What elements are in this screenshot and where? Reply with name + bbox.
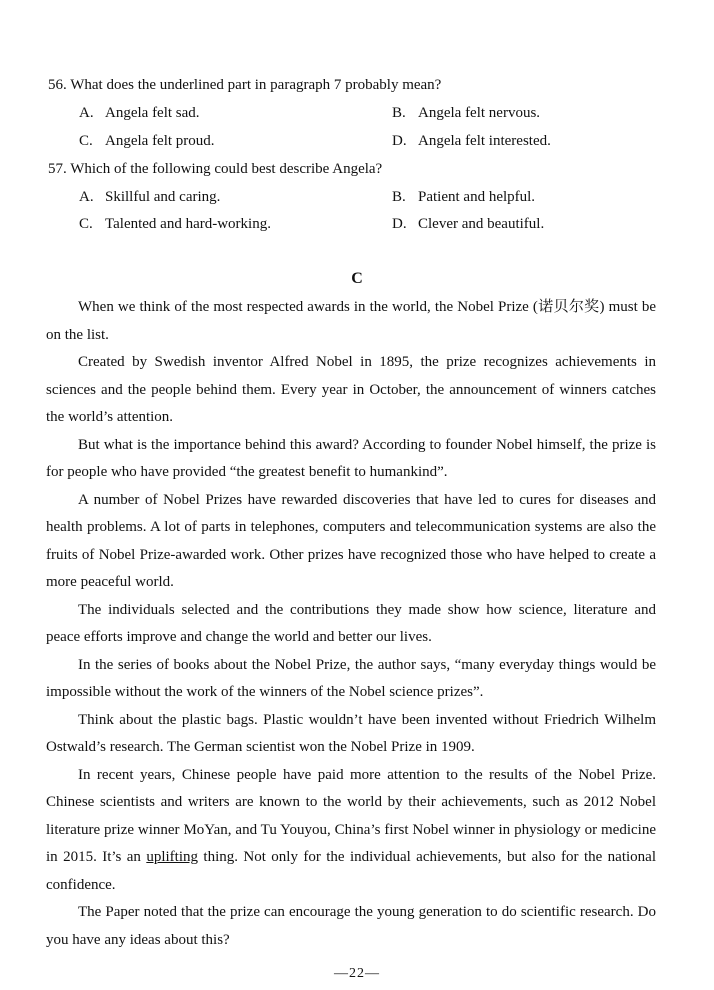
option-letter: A.	[79, 189, 94, 205]
paragraph-3: But what is the importance behind this award? According to founder Nobel himself, the prize is for people who have provided “the greatest benefit to humankind”.	[46, 436, 656, 480]
question-57-option-c[interactable]	[79, 214, 271, 234]
option-text: Skillful and caring.	[105, 189, 221, 205]
question-57-stem: 57. Which of the following could best describe Angela?	[48, 161, 383, 177]
underlined-word: uplifting	[146, 849, 198, 865]
question-56-option-a[interactable]	[79, 103, 200, 123]
paragraph-4: A number of Nobel Prizes have rewarded discoveries that have led to cures for diseases and health problems. A lot of parts in telephones, computers and telecommunication systems are also the fruits of Nobel Prize-awarded work. Other prizes have recognized those who have helped to create a more peaceful world.	[46, 491, 656, 590]
option-letter: D.	[392, 216, 407, 232]
question-56-option-d[interactable]	[392, 131, 551, 151]
question-56-option-c[interactable]	[79, 131, 215, 151]
question-56-stem: 56. What does the underlined part in paragraph 7 probably mean?	[48, 77, 442, 93]
paragraph-7: Think about the plastic bags. Plastic wouldn’t have been invented without Friedrich Wilhelm Ostwald’s research. The German scientist won the Nobel Prize in 1909.	[46, 711, 656, 755]
question-57-option-d[interactable]	[392, 214, 544, 234]
paragraph-1: When we think of the most respected awards in the world, the Nobel Prize (诺贝尔奖) must be on the list.	[46, 299, 656, 343]
paragraph-6: In the series of books about the Nobel Prize, the author says, “many everyday things would be impossible without the work of the winners of the Nobel science prizes”.	[46, 656, 656, 700]
page-number: —22—	[334, 966, 380, 981]
question-57-option-b[interactable]	[392, 187, 535, 207]
paragraph-8	[46, 762, 656, 900]
option-text: Clever and beautiful.	[418, 216, 545, 232]
section-heading: C	[351, 270, 363, 287]
option-text: Angela felt sad.	[105, 105, 200, 121]
option-letter: A.	[79, 105, 94, 121]
question-57-option-a[interactable]	[79, 187, 220, 207]
option-text: Patient and helpful.	[418, 189, 536, 205]
paragraph-9: The Paper noted that the prize can encourage the young generation to do scientific research. Do you have any ideas about this?	[46, 904, 656, 948]
option-letter: C.	[79, 133, 93, 149]
option-letter: D.	[392, 133, 407, 149]
paragraph-5: The individuals selected and the contributions they made show how science, literature and peace efforts improve and change the world and better our lives.	[46, 601, 656, 645]
option-letter: B.	[392, 105, 406, 121]
option-letter: C.	[79, 216, 93, 232]
reading-passage	[46, 294, 656, 954]
question-56-option-b[interactable]	[392, 103, 540, 123]
option-text: Angela felt proud.	[105, 133, 215, 149]
option-text: Talented and hard-working.	[105, 216, 271, 232]
paragraph-2: Created by Swedish inventor Alfred Nobel in 1895, the prize recognizes achievements in sciences and the people behind them. Every year in October, the announcement of winners catches the world’s attention.	[46, 354, 656, 425]
option-text: Angela felt interested.	[418, 133, 551, 149]
option-text: Angela felt nervous.	[418, 105, 541, 121]
paragraph-8-text-after: thing. Not only for the individual achievements, but also for the national confidence.	[46, 849, 656, 893]
paragraph-8-text-before: In recent years, Chinese people have paid more attention to the results of the Nobel Prize. Chinese scientists and writers are known to the world by their achievements, such as 2012 Nobel literature prize winner MoYan, and Tu Youyou, China’s first Nobel winner in physiology or medicine in 2015. It’s an	[46, 766, 656, 865]
option-letter: B.	[392, 189, 406, 205]
